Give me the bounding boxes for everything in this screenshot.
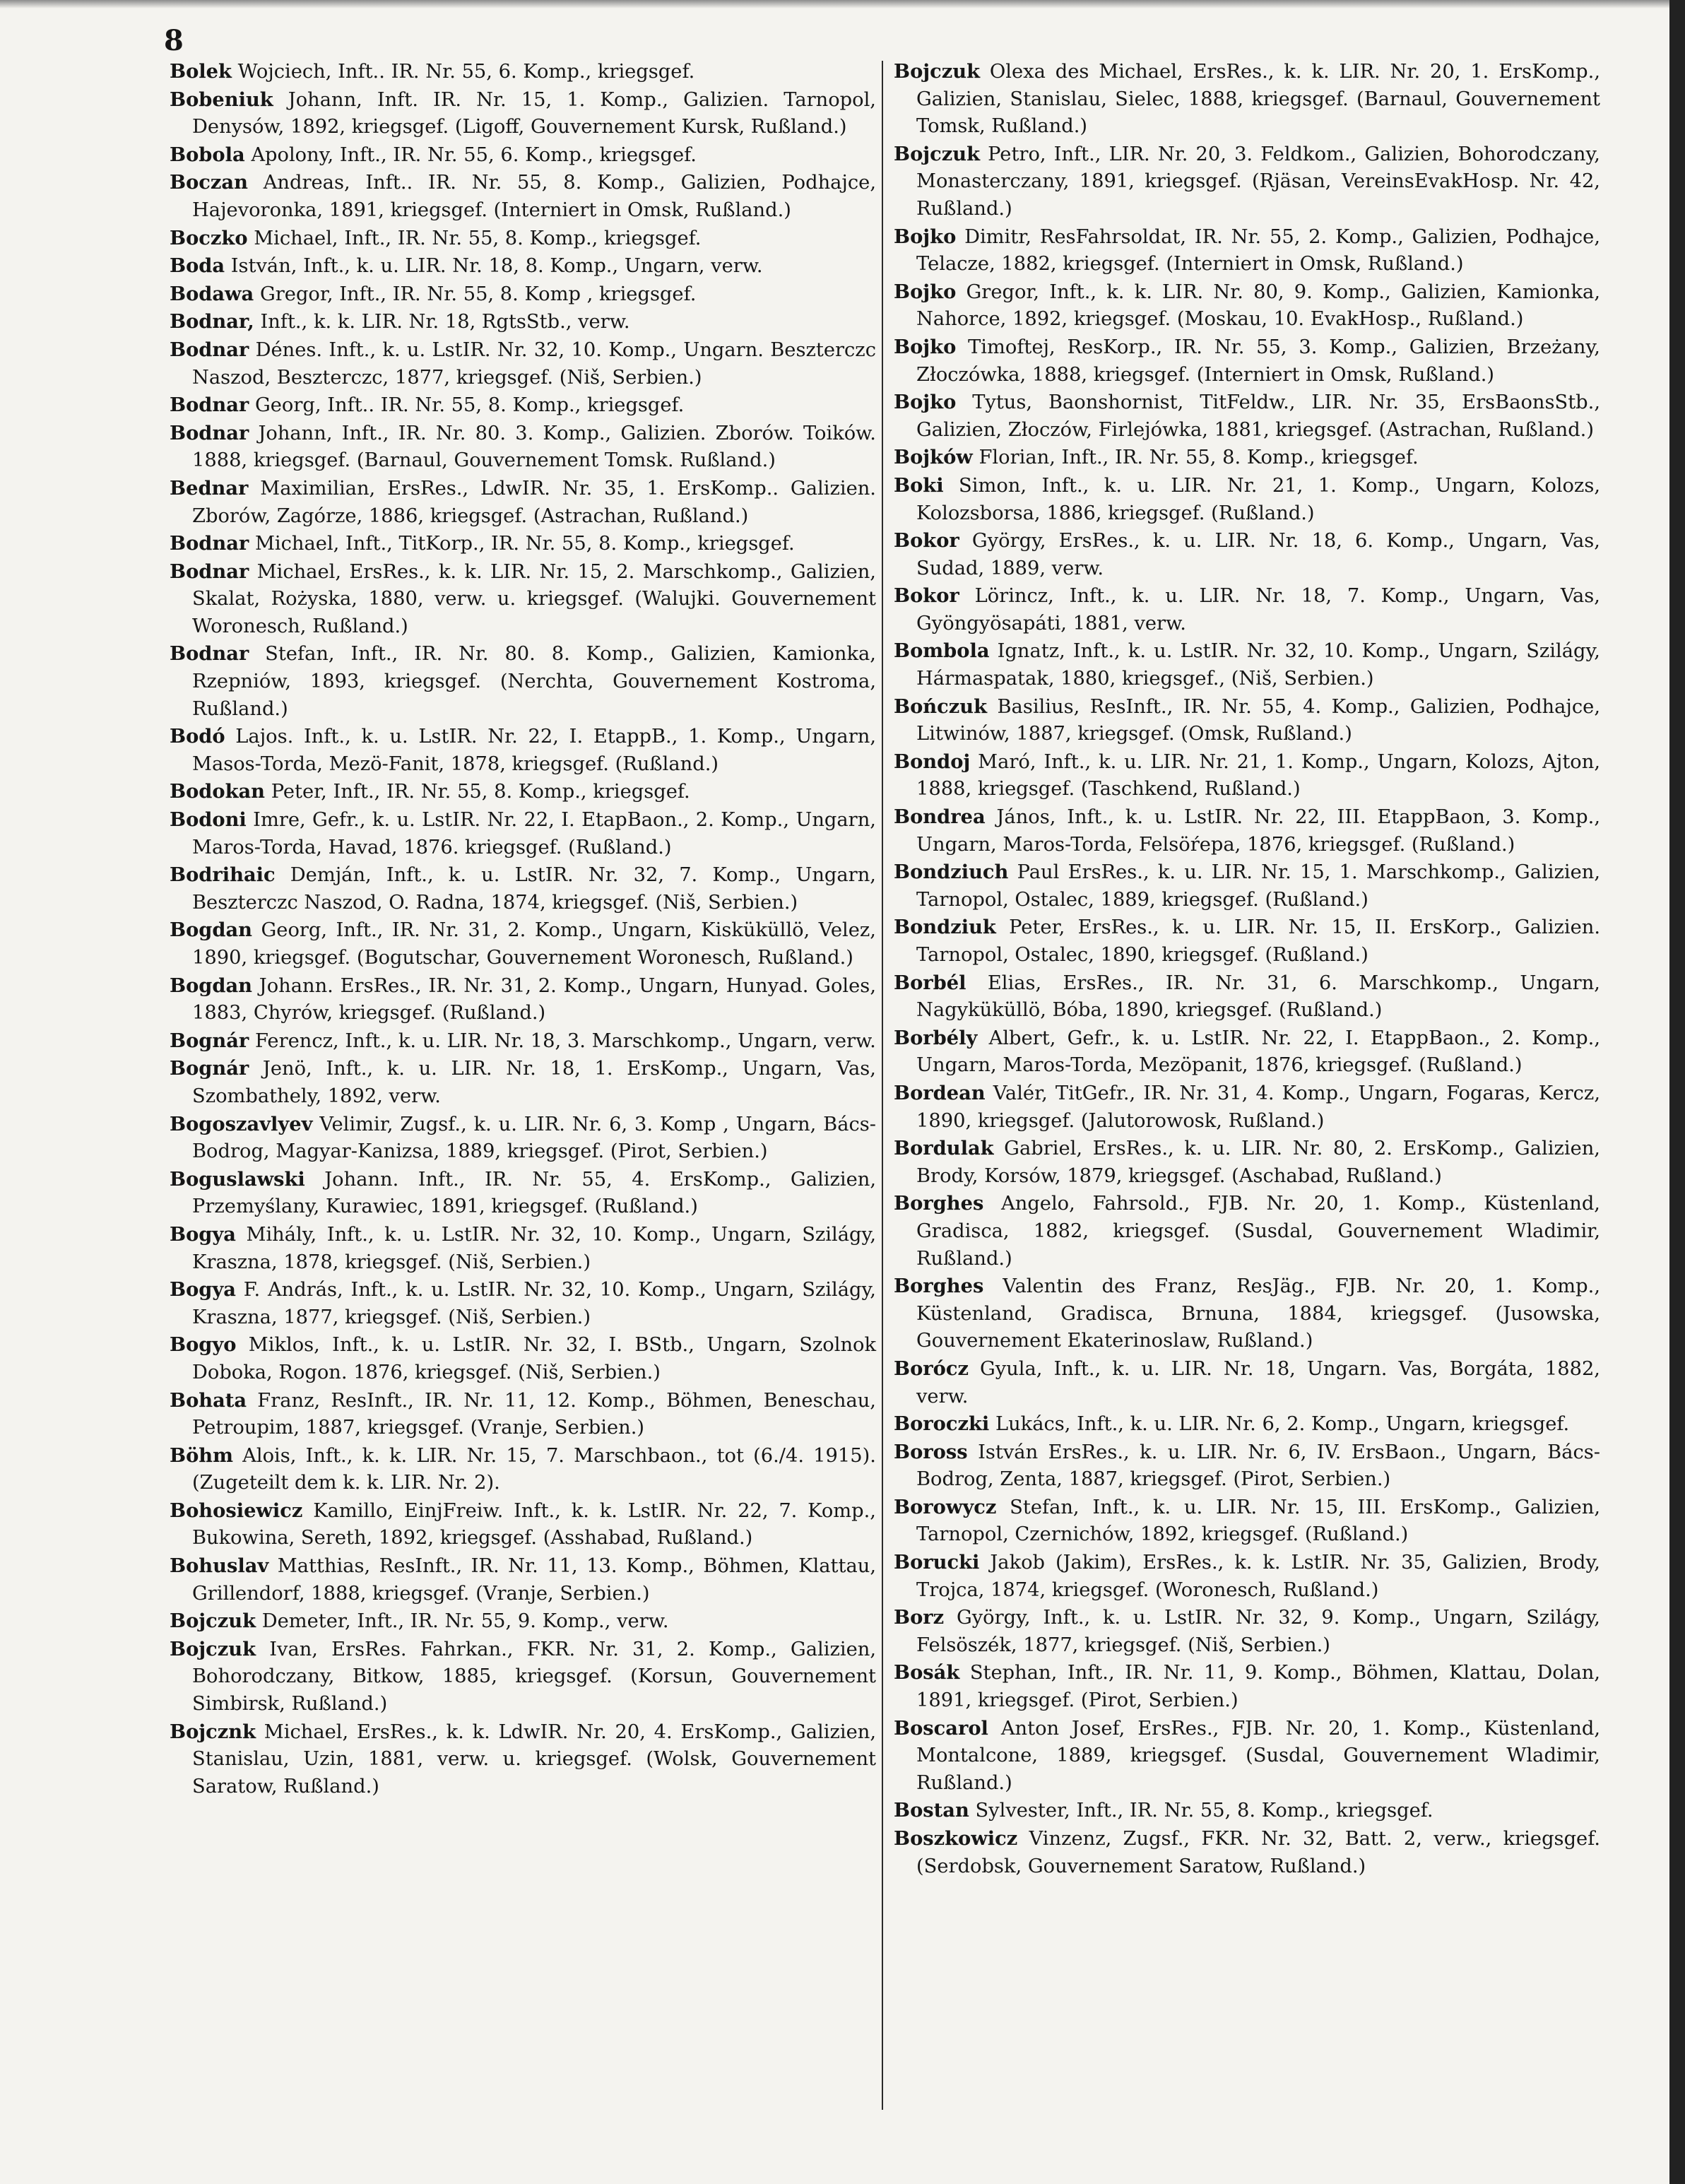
register-entry — [170, 1607, 876, 1636]
entry-surname: Borucki — [894, 1551, 980, 1574]
entry-details: Stefan, Inft., IR. Nr. 80. 8. Komp., Galizien, Kamionka, Rzepniów, 1893, kriegsgef. (Nerchta, Gouvernement Kostroma, Rußland.) — [192, 643, 876, 720]
entry-details: Gabriel, ErsRes., k. u. LIR. Nr. 80, 2. ErsKomp., Galizien, Brody, Korsów, 1879, kriegsgef. (Aschabad, Rußland.) — [916, 1138, 1600, 1187]
column-divider — [882, 61, 883, 2110]
entry-details: Dimitr, ResFahrsoldat, IR. Nr. 55, 2. Komp., Galizien, Podhajce, Telacze, 1882, kriegsgef. (Interniert in Omsk, Rußland.) — [916, 225, 1600, 276]
entry-surname: Bokor — [894, 529, 959, 553]
entry-surname: Bognár — [170, 1029, 249, 1052]
entry-surname: Bodnar — [170, 338, 249, 361]
scan-right-edge — [1669, 0, 1685, 2184]
register-entry — [894, 278, 1600, 333]
register-entry — [170, 225, 876, 253]
entry-surname: Bondziuk — [894, 916, 996, 939]
register-entry — [894, 1025, 1600, 1080]
register-entry — [170, 916, 876, 972]
register-entry — [170, 640, 876, 723]
entry-surname: Bogdan — [170, 919, 252, 942]
register-entry — [894, 1604, 1600, 1659]
entry-surname: Boguslawski — [170, 1167, 305, 1191]
register-entry — [894, 1190, 1600, 1273]
register-entry — [170, 723, 876, 778]
entry-surname: Bojcznk — [170, 1720, 256, 1743]
entry-surname: Bończuk — [894, 695, 988, 718]
entry-surname: Boda — [170, 254, 225, 278]
entry-surname: Bojko — [894, 335, 957, 358]
entry-surname: Bobola — [170, 143, 245, 166]
register-entry — [894, 1355, 1600, 1410]
entry-details: Anton Josef, ErsRes., FJB. Nr. 20, 1. Komp., Küstenland, Montalcone, 1889, kriegsgef. (Susdal, Gouvernement Wladimir, Rußland.) — [916, 1717, 1600, 1794]
register-entry — [170, 1442, 876, 1497]
register-entry — [170, 972, 876, 1027]
scan-top-edge — [0, 0, 1685, 8]
entry-surname: Bojczuk — [894, 142, 981, 165]
entry-surname: Bodnar — [170, 532, 249, 555]
entry-details: Michael, ErsRes., k. k. LdwIR. Nr. 20, 4. ErsKomp., Galizien, Stanislau, Uzin, 1881, verw. u. kriegsgef. (Wolsk, Gouvernement Saratow, Rußland.) — [192, 1720, 876, 1798]
entry-details: Franz, ResInft., IR. Nr. 11, 12. Komp., Böhmen, Beneschau, Petroupim, 1887, kriegsgef. (Vranje, Serbien.) — [192, 1389, 876, 1439]
entry-details: Michael, Inft., TitKorp., IR. Nr. 55, 8. Komp., kriegsgef. — [254, 533, 795, 555]
entry-details: Jakob (Jakim), ErsRes., k. k. LstIR. Nr. 35, Galizien, Brody, Trojca, 1874, kriegsgef. (Woronesch, Rußland.) — [916, 1552, 1600, 1601]
entry-surname: Borbél — [894, 971, 966, 994]
register-entry — [894, 223, 1600, 278]
entry-details: Johann, Inft. IR. Nr. 15, 1. Komp., Galizien. Tarnopol, Denysów, 1892, kriegsgef. (Ligoff, Gouvernement Kursk, Rußland.) — [192, 88, 876, 138]
entry-details: Sylvester, Inft., IR. Nr. 55, 8. Komp., kriegsgef. — [975, 1800, 1433, 1822]
entry-surname: Bondziuch — [894, 861, 1009, 884]
entry-surname: Bojczuk — [170, 1637, 256, 1660]
register-entry — [170, 141, 876, 170]
entry-details: Lukács, Inft., k. u. LIR. Nr. 6, 2. Komp., Ungarn, kriegsgef. — [995, 1413, 1570, 1436]
entry-details: Demján, Inft., k. u. LstIR. Nr. 32, 7. Komp., Ungarn, Beszterczc Naszod, O. Radna, 1874, kriegsgef. (Niš, Serbien.) — [192, 864, 876, 914]
entry-surname: Bolek — [170, 60, 232, 83]
register-entry — [170, 58, 876, 86]
entry-surname: Bojko — [894, 280, 957, 303]
entry-surname: Bogyo — [170, 1333, 237, 1357]
register-entry — [894, 582, 1600, 637]
entry-surname: Bodnar — [170, 560, 249, 583]
entry-details: János, Inft., k. u. LstIR. Nr. 22, III. EtappBaon, 3. Komp., Ungarn, Maros-Torda, Felsöŕepa, 1876, kriegsgef. (Rußland.) — [916, 806, 1600, 856]
entry-surname: Bosák — [894, 1661, 960, 1684]
entry-surname: Bognár — [170, 1057, 249, 1080]
register-entry — [894, 1715, 1600, 1798]
register-entry — [170, 778, 876, 806]
register-entry — [894, 1135, 1600, 1190]
entry-surname: Borowycz — [894, 1495, 997, 1518]
entry-surname: Bogoszavlyev — [170, 1112, 313, 1135]
register-entry — [894, 472, 1600, 527]
register-entry — [170, 1636, 876, 1718]
register-entry — [170, 1166, 876, 1221]
register-entry — [894, 969, 1600, 1025]
entry-details: Johann. Inft., IR. Nr. 55, 4. ErsKomp., Galizien, Przemyślany, Kurawiec, 1891, kriegsgef. (Rußland.) — [192, 1168, 876, 1218]
entry-surname: Bokor — [894, 584, 959, 608]
entry-details: Gregor, Inft., IR. Nr. 55, 8. Komp , kriegsgef. — [259, 283, 697, 305]
entry-surname: Bojków — [894, 446, 973, 469]
entry-details: István ErsRes., k. u. LIR. Nr. 6, IV. ErsBaon., Ungarn, Bács-Bodrog, Zenta, 1887, kriegsgef. (Pirot, Serbien.) — [916, 1441, 1600, 1491]
entry-surname: Borbély — [894, 1026, 978, 1049]
register-entry — [894, 914, 1600, 969]
entry-details: Alois, Inft., k. k. LIR. Nr. 15, 7. Marschbaon., tot (6./4. 1915). (Zugeteilt dem k. k. LIR. Nr. 2). — [192, 1444, 876, 1494]
entry-details: Olexa des Michael, ErsRes., k. k. LIR. Nr. 20, 1. ErsKomp., Galizien, Stanislau, Sielec, 1888, kriegsgef. (Barnaul, Gouvernement Tomsk, Rußland.) — [916, 61, 1600, 138]
entry-surname: Bondrea — [894, 805, 986, 829]
entry-details: Michael, Inft., IR. Nr. 55, 8. Komp., kriegsgef. — [254, 227, 702, 249]
register-entry — [170, 391, 876, 420]
entry-details: Maró, Inft., k. u. LIR. Nr. 21, 1. Komp., Ungarn, Kolozs, Ajton, 1888, kriegsgef. (Taschkend, Rußland.) — [916, 750, 1600, 801]
entry-details: Ferencz, Inft., k. u. LIR. Nr. 18, 3. Marschkomp., Ungarn, verw. — [254, 1029, 876, 1052]
entry-surname: Bohuslav — [170, 1554, 269, 1578]
entry-details: Kamillo, EinjFreiw. Inft., k. k. LstIR. Nr. 22, 7. Komp., Bukowina, Sereth, 1892, kriegsgef. (Asshabad, Rußland.) — [192, 1499, 876, 1550]
register-entry — [894, 693, 1600, 748]
register-entry — [170, 1027, 876, 1056]
register-entry — [170, 1387, 876, 1442]
entry-details: Wojciech, Inft.. IR. Nr. 55, 6. Komp., kriegsgef. — [237, 61, 695, 83]
entry-details: Miklos, Inft., k. u. LstIR. Nr. 32, I. BStb., Ungarn, Szolnok Doboka, Rogon. 1876, kriegsgef. (Niš, Serbien.) — [192, 1334, 877, 1383]
entry-details: Mihály, Inft., k. u. LstIR. Nr. 32, 10. Komp., Ungarn, Szilágy, Kraszna, 1878, kriegsgef. (Niš, Serbien.) — [192, 1223, 876, 1273]
entry-surname: Böhm — [170, 1444, 234, 1467]
entry-details: Ivan, ErsRes. Fahrkan., FKR. Nr. 31, 2. Komp., Galizien, Bohorodczany, Bitkow, 1885, kriegsgef. (Korsun, Gouvernement Simbirsk, Rußland.) — [192, 1638, 876, 1716]
register-entry — [170, 1497, 876, 1552]
register-entry — [894, 389, 1600, 444]
register-entry — [894, 1273, 1600, 1355]
entry-surname: Boszkowicz — [894, 1827, 1018, 1850]
register-entry — [170, 336, 876, 391]
entry-details: Ignatz, Inft., k. u. LstIR. Nr. 32, 10. Komp., Ungarn, Szilágy, Hármaspatak, 1880, kriegsgef., (Niš, Serbien.) — [916, 640, 1600, 690]
page-number: 8 — [164, 24, 184, 57]
entry-surname: Bodnar, — [170, 310, 254, 333]
entry-surname: Borz — [894, 1606, 945, 1629]
entry-details: Albert, Gefr., k. u. LstIR. Nr. 22, I. EtappBaon., 2. Komp., Ungarn, Maros-Torda, Mezöpanit, 1876, kriegsgef. (Rußland.) — [916, 1027, 1600, 1077]
register-entry — [894, 1825, 1600, 1880]
register-entry — [894, 1439, 1600, 1494]
entry-details: Michael, ErsRes., k. k. LIR. Nr. 15, 2. Marschkomp., Galizien, Skalat, Rożyska, 1880, verw. u. kriegsgef. (Walujki. Gouvernement Woronesch, Rußland.) — [192, 560, 876, 637]
register-entry — [894, 1410, 1600, 1439]
entry-details: Vinzenz, Zugsf., FKR. Nr. 32, Batt. 2, verw., kriegsgef. (Serdobsk, Gouvernement Saratow, Rußland.) — [916, 1828, 1601, 1877]
entry-details: Gregor, Inft., k. k. LIR. Nr. 80, 9. Komp., Galizien, Kamionka, Nahorce, 1892, kriegsgef. (Moskau, 10. EvakHosp., Rußland.) — [916, 281, 1600, 331]
entry-surname: Bojko — [894, 391, 957, 414]
right-column — [894, 58, 1600, 1880]
entry-details: Johann, Inft., IR. Nr. 80. 3. Komp., Galizien. Zborów. Toików. 1888, kriegsgef. (Barnaul, Gouvernement Tomsk. Rußland.) — [192, 422, 876, 472]
entry-surname: Borócz — [894, 1357, 969, 1380]
entry-details: Peter, Inft., IR. Nr. 55, 8. Komp., kriegsgef. — [271, 781, 690, 803]
entry-surname: Boscarol — [894, 1716, 988, 1740]
left-column — [170, 58, 876, 1800]
entry-details: Basilius, ResInft., IR. Nr. 55, 4. Komp., Galizien, Podhajce, Litwinów, 1887, kriegsgef. (Omsk, Rußland.) — [916, 695, 1600, 745]
entry-details: Matthias, ResInft., IR. Nr. 11, 13. Komp., Böhmen, Klattau, Grillendorf, 1888, kriegsgef. (Vranje, Serbien.) — [192, 1555, 876, 1605]
register-entry — [170, 861, 876, 916]
entry-surname: Bojko — [894, 225, 957, 248]
entry-surname: Bobeniuk — [170, 88, 273, 111]
entry-details: György, Inft., k. u. LstIR. Nr. 32, 9. Komp., Ungarn, Szilágy, Felsöszék, 1877, kriegsgef. (Niš, Serbien.) — [916, 1607, 1600, 1656]
register-entry — [170, 558, 876, 641]
entry-surname: Bohata — [170, 1388, 247, 1412]
register-entry — [894, 1080, 1600, 1135]
register-entry — [894, 803, 1600, 858]
entry-details: Timoftej, ResKorp., IR. Nr. 55, 3. Komp., Galizien, Brzeżany, Złoczówka, 1888, kriegsgef. (Interniert in Omsk, Rußland.) — [916, 336, 1600, 386]
entry-details: Johann. ErsRes., IR. Nr. 31, 2. Komp., Ungarn, Hunyad. Goles, 1883, Chyrów, kriegsgef. (Rußland.) — [192, 974, 876, 1025]
entry-surname: Bednar — [170, 476, 249, 500]
entry-surname: Bordean — [894, 1081, 986, 1104]
entry-details: Simon, Inft., k. u. LIR. Nr. 21, 1. Komp., Ungarn, Kolozs, Kolozsborsa, 1886, kriegsgef. (Rußland.) — [916, 474, 1601, 524]
entry-details: Angelo, Fahrsold., FJB. Nr. 20, 1. Komp., Küstenland, Gradisca, 1882, kriegsgef. (Susdal, Gouvernement Wladimir, Rußland.) — [916, 1193, 1600, 1270]
entry-surname: Borghes — [894, 1275, 984, 1298]
entry-details: Demeter, Inft., IR. Nr. 55, 9. Komp., verw. — [261, 1610, 669, 1633]
register-entry — [170, 281, 876, 309]
entry-surname: Bodoni — [170, 808, 247, 832]
entry-surname: Boki — [894, 473, 944, 497]
entry-surname: Bogya — [170, 1278, 236, 1301]
entry-details: Stephan, Inft., IR. Nr. 11, 9. Komp., Böhmen, Klattau, Dolan, 1891, kriegsgef. (Pirot, Serbien.) — [916, 1662, 1600, 1712]
register-entry — [170, 420, 876, 475]
register-entry — [894, 444, 1600, 472]
entry-details: Andreas, Inft.. IR. Nr. 55, 8. Komp., Galizien, Podhajce, Hajevoronka, 1891, kriegsgef. (Interniert in Omsk, Rußland.) — [192, 172, 877, 221]
register-entry — [170, 530, 876, 558]
entry-details: Valér, TitGefr., IR. Nr. 31, 4. Komp., Ungarn, Fogaras, Kercz, 1890, kriegsgef. (Jalutorowosk, Rußland.) — [916, 1082, 1600, 1132]
entry-details: Peter, ErsRes., k. u. LIR. Nr. 15, II. ErsKorp., Galizien. Tarnopol, Ostalec, 1890, kriegsgef. (Rußland.) — [916, 916, 1600, 966]
entry-details: Elias, ErsRes., IR. Nr. 31, 6. Marschkomp., Ungarn, Nagyküküllö, Bóba, 1890, kriegsgef. (Rußland.) — [916, 972, 1600, 1022]
register-entry — [894, 333, 1600, 389]
entry-details: Gyula, Inft., k. u. LIR. Nr. 18, Ungarn. Vas, Borgáta, 1882, verw. — [916, 1357, 1600, 1407]
register-entry — [170, 1055, 876, 1110]
entry-details: Maximilian, ErsRes., LdwIR. Nr. 35, 1. ErsKomp.. Galizien. Zborów, Zagórze, 1886, kriegsgef. (Astrachan, Rußland.) — [192, 477, 876, 527]
register-entry — [894, 1659, 1600, 1714]
entry-details: Imre, Gefr., k. u. LstIR. Nr. 22, I. EtapBaon., 2. Komp., Ungarn, Maros-Torda, Havad, 1876. kriegsgef. (Rußland.) — [192, 809, 876, 858]
entry-surname: Bogya — [170, 1222, 236, 1246]
register-entry — [894, 637, 1600, 692]
entry-surname: Bojczuk — [894, 60, 981, 83]
entry-surname: Bodó — [170, 725, 225, 748]
entry-details: Valentin des Franz, ResJäg., FJB. Nr. 20, 1. Komp., Küstenland, Gradisca, Brnuna, 1884, kriegsgef. (Jusowska, Gouvernement Ekaterinoslaw, Rußland.) — [916, 1275, 1600, 1352]
register-entry — [170, 1331, 876, 1386]
entry-surname: Bondoj — [894, 750, 971, 773]
entry-surname: Bojczuk — [170, 1610, 256, 1633]
entry-surname: Boroczki — [894, 1412, 990, 1436]
entry-details: Velimir, Zugsf., k. u. LIR. Nr. 6, 3. Komp , Ungarn, Bács-Bodrog, Magyar-Kanizsa, 1889, kriegsgef. (Pirot, Serbien.) — [192, 1113, 876, 1163]
register-entry — [894, 858, 1600, 914]
register-entry — [894, 1797, 1600, 1825]
register-entry — [170, 1552, 876, 1607]
register-entry — [894, 141, 1600, 223]
entry-surname: Bogdan — [170, 974, 252, 997]
entry-details: György, ErsRes., k. u. LIR. Nr. 18, 6. Komp., Ungarn, Vas, Sudad, 1889, verw. — [916, 530, 1600, 579]
register-entry — [894, 1549, 1600, 1604]
entry-details: Florian, Inft., IR. Nr. 55, 8. Komp., kriegsgef. — [979, 447, 1419, 469]
entry-details: Apolony, Inft., IR. Nr. 55, 6. Komp., kriegsgef. — [251, 143, 697, 166]
register-entry — [894, 527, 1600, 582]
register-entry — [170, 1718, 876, 1801]
register-entry — [894, 58, 1600, 141]
entry-details: Jenö, Inft., k. u. LIR. Nr. 18, 1. ErsKomp., Ungarn, Vas, Szombathely, 1892, verw. — [192, 1058, 876, 1107]
entry-surname: Bordulak — [894, 1137, 994, 1160]
register-entry — [170, 1111, 876, 1166]
entry-details: Paul ErsRes., k. u. LIR. Nr. 15, 1. Marschkomp., Galizien, Tarnopol, Ostalec, 1889, kriegsgef. (Rußland.) — [916, 861, 1600, 911]
register-entry — [170, 308, 876, 336]
register-entry — [170, 169, 876, 224]
entry-surname: Bostan — [894, 1799, 969, 1822]
register-entry — [170, 806, 876, 861]
entry-details: Stefan, Inft., k. u. LIR. Nr. 15, III. ErsKomp., Galizien, Tarnopol, Czernichów, 1892, kriegsgef. (Rußland.) — [916, 1496, 1600, 1546]
entry-details: István, Inft., k. u. LIR. Nr. 18, 8. Komp., Ungarn, verw. — [230, 255, 763, 278]
register-entry — [894, 1494, 1600, 1549]
entry-surname: Boczan — [170, 171, 248, 194]
entry-surname: Boross — [894, 1440, 968, 1463]
entry-surname: Bodnar — [170, 642, 249, 666]
entry-details: Georg, Inft.. IR. Nr. 55, 8. Komp., kriegsgef. — [254, 394, 685, 417]
entry-details: Petro, Inft., LIR. Nr. 20, 3. Feldkom., Galizien, Bohorodczany, Monasterczany, 1891, kriegsgef. (Rjäsan, VereinsEvakHosp. Nr. 42, Rußland.) — [916, 143, 1600, 220]
entry-details: Lörincz, Inft., k. u. LIR. Nr. 18, 7. Komp., Ungarn, Vas, Gyöngyösapáti, 1881, verw. — [916, 585, 1600, 634]
register-entry — [170, 86, 876, 141]
register-entry — [170, 475, 876, 530]
register-entry — [170, 252, 876, 281]
register-entry — [170, 1276, 876, 1331]
entry-details: Tytus, Baonshornist, TitFeldw., LIR. Nr. 35, ErsBaonsStb., Galizien, Złoczów, Firlejówka, 1881, kriegsgef. (Astrachan, Rußland.) — [916, 391, 1600, 441]
entry-details: Inft., k. k. LIR. Nr. 18, RgtsStb., verw. — [260, 311, 630, 333]
entry-surname: Bodawa — [170, 282, 254, 305]
entry-surname: Bodrihaic — [170, 863, 276, 887]
entry-surname: Bodnar — [170, 421, 249, 444]
entry-surname: Bodokan — [170, 780, 266, 803]
register-entry — [894, 748, 1600, 803]
entry-surname: Bohosiewicz — [170, 1499, 303, 1522]
entry-surname: Borghes — [894, 1192, 984, 1215]
entry-surname: Boczko — [170, 226, 248, 249]
entry-details: Dénes. Inft., k. u. LstIR. Nr. 32, 10. Komp., Ungarn. Beszterczc Naszod, Beszterczc, 1877, kriegsgef. (Niš, Serbien.) — [192, 338, 876, 389]
register-entry — [170, 1221, 876, 1276]
entry-surname: Bombola — [894, 639, 990, 663]
entry-details: F. András, Inft., k. u. LstIR. Nr. 32, 10. Komp., Ungarn, Szilágy, Kraszna, 1877, kriegsgef. (Niš, Serbien.) — [192, 1279, 876, 1328]
entry-details: Lajos. Inft., k. u. LstIR. Nr. 22, I. EtappB., 1. Komp., Ungarn, Masos-Torda, Mezö-Fanit, 1878, kriegsgef. (Rußland.) — [192, 726, 876, 775]
entry-details: Georg, Inft., IR. Nr. 31, 2. Komp., Ungarn, Kisküküllö, Velez, 1890, kriegsgef. (Bogutschar, Gouvernement Woronesch, Rußland.) — [192, 919, 876, 969]
entry-surname: Bodnar — [170, 394, 249, 417]
